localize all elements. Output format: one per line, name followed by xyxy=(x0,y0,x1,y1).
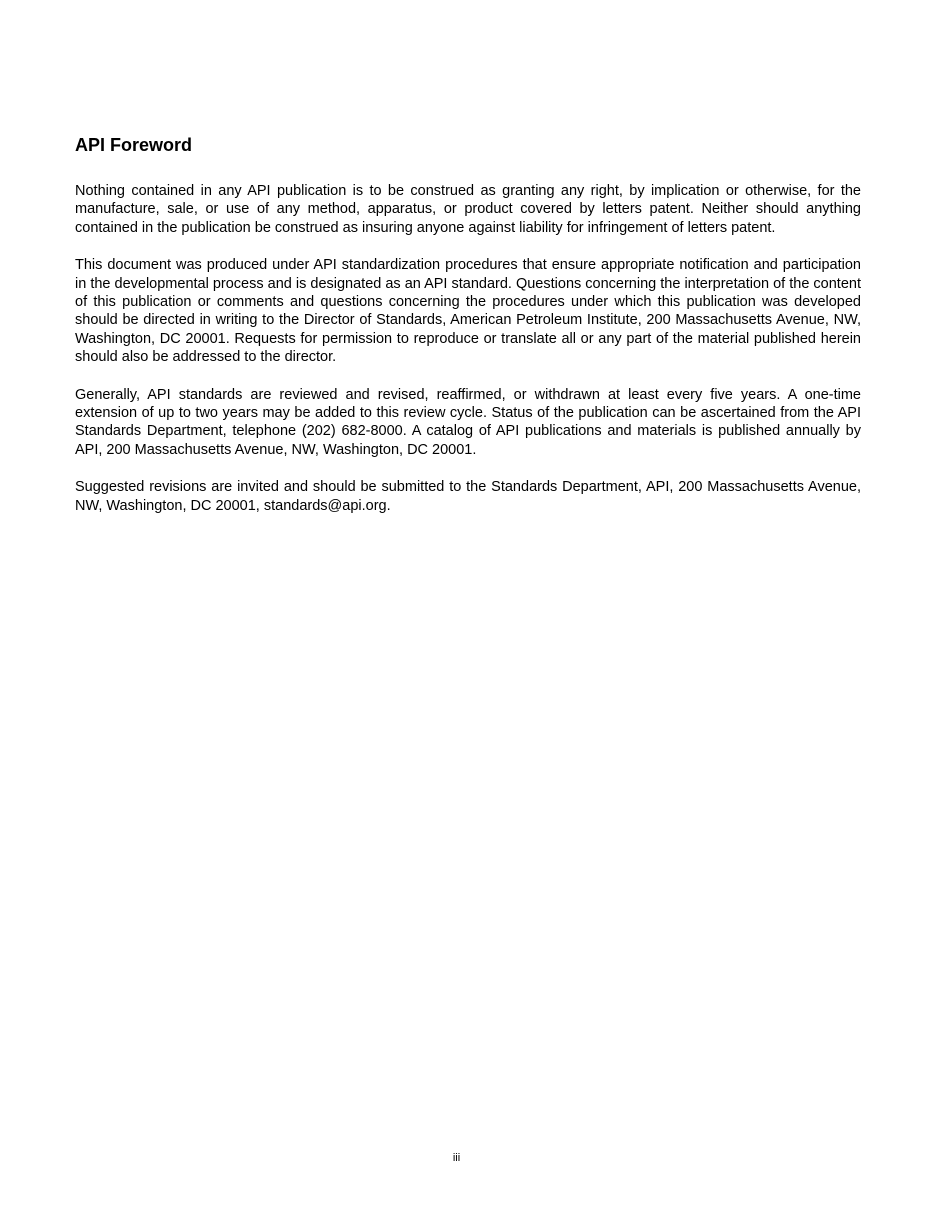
page-title: API Foreword xyxy=(75,135,193,155)
paragraph-standardization: This document was produced under API standardization procedures that ensure appropriate notification and participation in the developmental process and is designated as an API standard. Questions concerning the interpretation of the content of this publication or comments and questions concerning the procedures under which this publication was developed should be directed in writing to the Director of Standards, American Petroleum Institute, 200 Massachusetts Avenue, NW, Washington, DC 20001. Requests for permission to reproduce or translate all or any part of the material published herein should also be addressed to the director. xyxy=(75,257,861,366)
paragraph-suggested-revisions: Suggested revisions are invited and should be submitted to the Standards Department, API, 200 Massachusetts Avenue, NW, Washington, DC 20001, standards@api.org. xyxy=(75,479,861,514)
paragraph-patent-disclaimer: Nothing contained in any API publication is to be construed as granting any right, by implication or otherwise, for the manufacture, sale, or use of any method, apparatus, or product covered by letters patent. Neither should anything contained in the publication be construed as insuring anyone against liability for infringement of letters patent. xyxy=(75,183,861,236)
page-number: iii xyxy=(452,1152,461,1164)
foreword-body xyxy=(75,182,861,534)
paragraph-review-cycle: Generally, API standards are reviewed and revised, reaffirmed, or withdrawn at least every five years. A one-time extension of up to two years may be added to this review cycle. Status of the publication can be ascertained from the API Standards Department, telephone (202) 682-8000. A catalog of API publications and materials is published annually by API, 200 Massachusetts Avenue, NW, Washington, DC 20001. xyxy=(75,386,861,458)
